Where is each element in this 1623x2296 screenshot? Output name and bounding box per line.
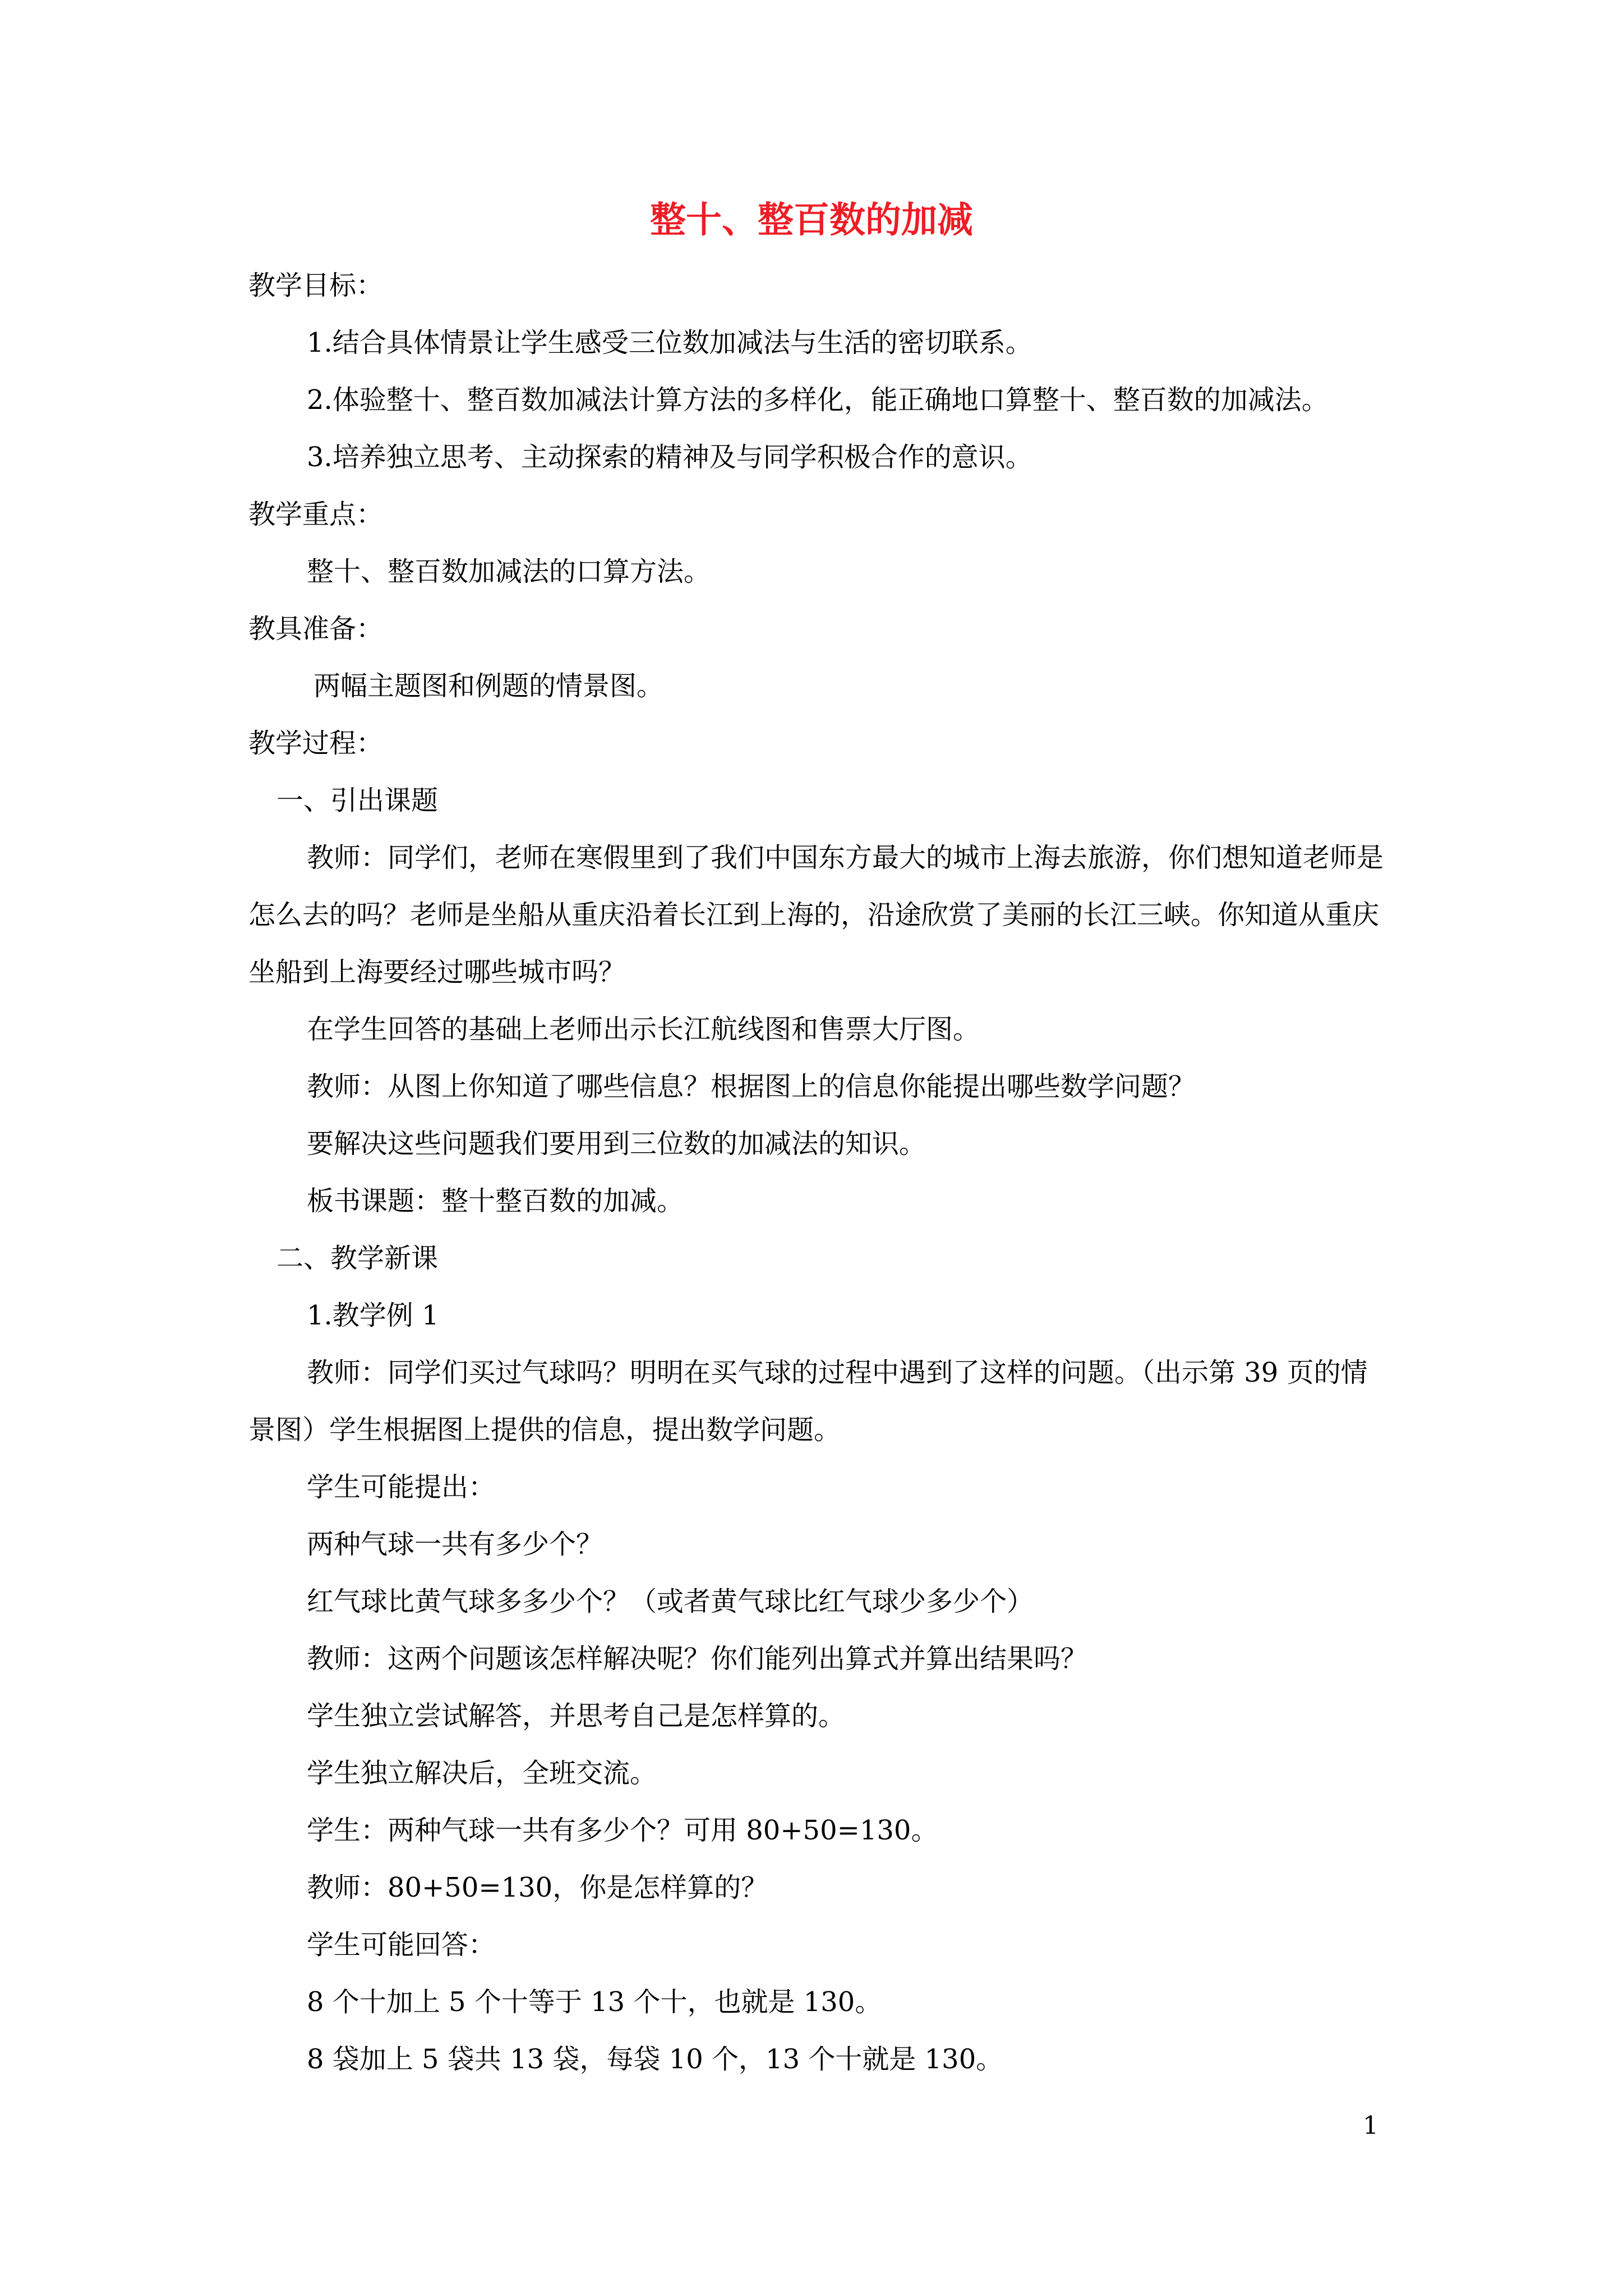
paragraph: 两种气球一共有多少个？ [307, 1529, 603, 1560]
section-heading-materials: 教具准备： [248, 613, 384, 645]
objective-item: 2.体验整十、整百数加减法计算方法的多样化，能正确地口算整十、整百数的加减法。 [307, 384, 1329, 416]
paragraph: 教师：从图上你知道了哪些信息？根据图上的信息你能提出哪些数学问题？ [307, 1071, 1196, 1102]
section-heading-process: 教学过程： [248, 728, 384, 759]
paragraph: 学生独立解决后，全班交流。 [307, 1757, 657, 1789]
paragraph: 教师：同学们买过气球吗？明明在买气球的过程中遇到了这样的问题。（出示第 39 页的情景图）学生根据图上提供的信息，提出数学问题。 [248, 1357, 1368, 1446]
section-heading-key-points: 教学重点： [248, 499, 384, 530]
document-title: 整十、整百数的加减 [650, 199, 973, 241]
paragraph: 在学生回答的基础上老师出示长江航线图和售票大厅图。 [307, 1014, 980, 1045]
paragraph: 学生可能提出： [307, 1471, 496, 1503]
page-number: 1 [1363, 2111, 1378, 2140]
paragraph: 8 袋加上 5 袋共 13 袋，每袋 10 个，13 个十就是 130。 [307, 2044, 1003, 2075]
paragraph: 教师：这两个问题该怎样解决呢？你们能列出算式并算出结果吗？ [307, 1643, 1088, 1674]
objective-item: 3.培养独立思考、主动探索的精神及与同学积极合作的意识。 [307, 441, 1032, 473]
materials-text: 两幅主题图和例题的情景图。 [313, 670, 664, 702]
paragraph: 学生：两种气球一共有多少个？可用 80+50=130。 [307, 1815, 938, 1846]
section-heading-objectives: 教学目标： [248, 270, 384, 301]
paragraph: 学生独立尝试解答，并思考自己是怎样算的。 [307, 1700, 846, 1732]
example-heading: 1.教学例 1 [307, 1300, 439, 1331]
subsection-heading: 二、教学新课 [276, 1243, 439, 1274]
paragraph: 板书课题：整十整百数的加减。 [307, 1185, 684, 1217]
objective-item: 1.结合具体情景让学生感受三位数加减法与生活的密切联系。 [307, 327, 1032, 358]
paragraph: 红气球比黄气球多多少个？（或者黄气球比红气球少多少个） [307, 1586, 1034, 1617]
paragraph: 8 个十加上 5 个十等于 13 个十，也就是 130。 [307, 1986, 882, 2018]
paragraph: 要解决这些问题我们要用到三位数的加减法的知识。 [307, 1128, 926, 1159]
paragraph: 教师：80+50=130，你是怎样算的？ [307, 1872, 768, 1903]
subsection-heading: 一、引出课题 [276, 785, 439, 816]
paragraph: 学生可能回答： [307, 1929, 496, 1961]
key-point-text: 整十、整百数加减法的口算方法。 [307, 556, 711, 587]
document-body [248, 257, 1393, 2088]
paragraph: 教师：同学们，老师在寒假里到了我们中国东方最大的城市上海去旅游，你们想知道老师是怎么去的吗？老师是坐船从重庆沿着长江到上海的，沿途欣赏了美丽的长江三峡。你知道从重庆坐船到上海要经过哪些城市吗？ [248, 842, 1384, 988]
